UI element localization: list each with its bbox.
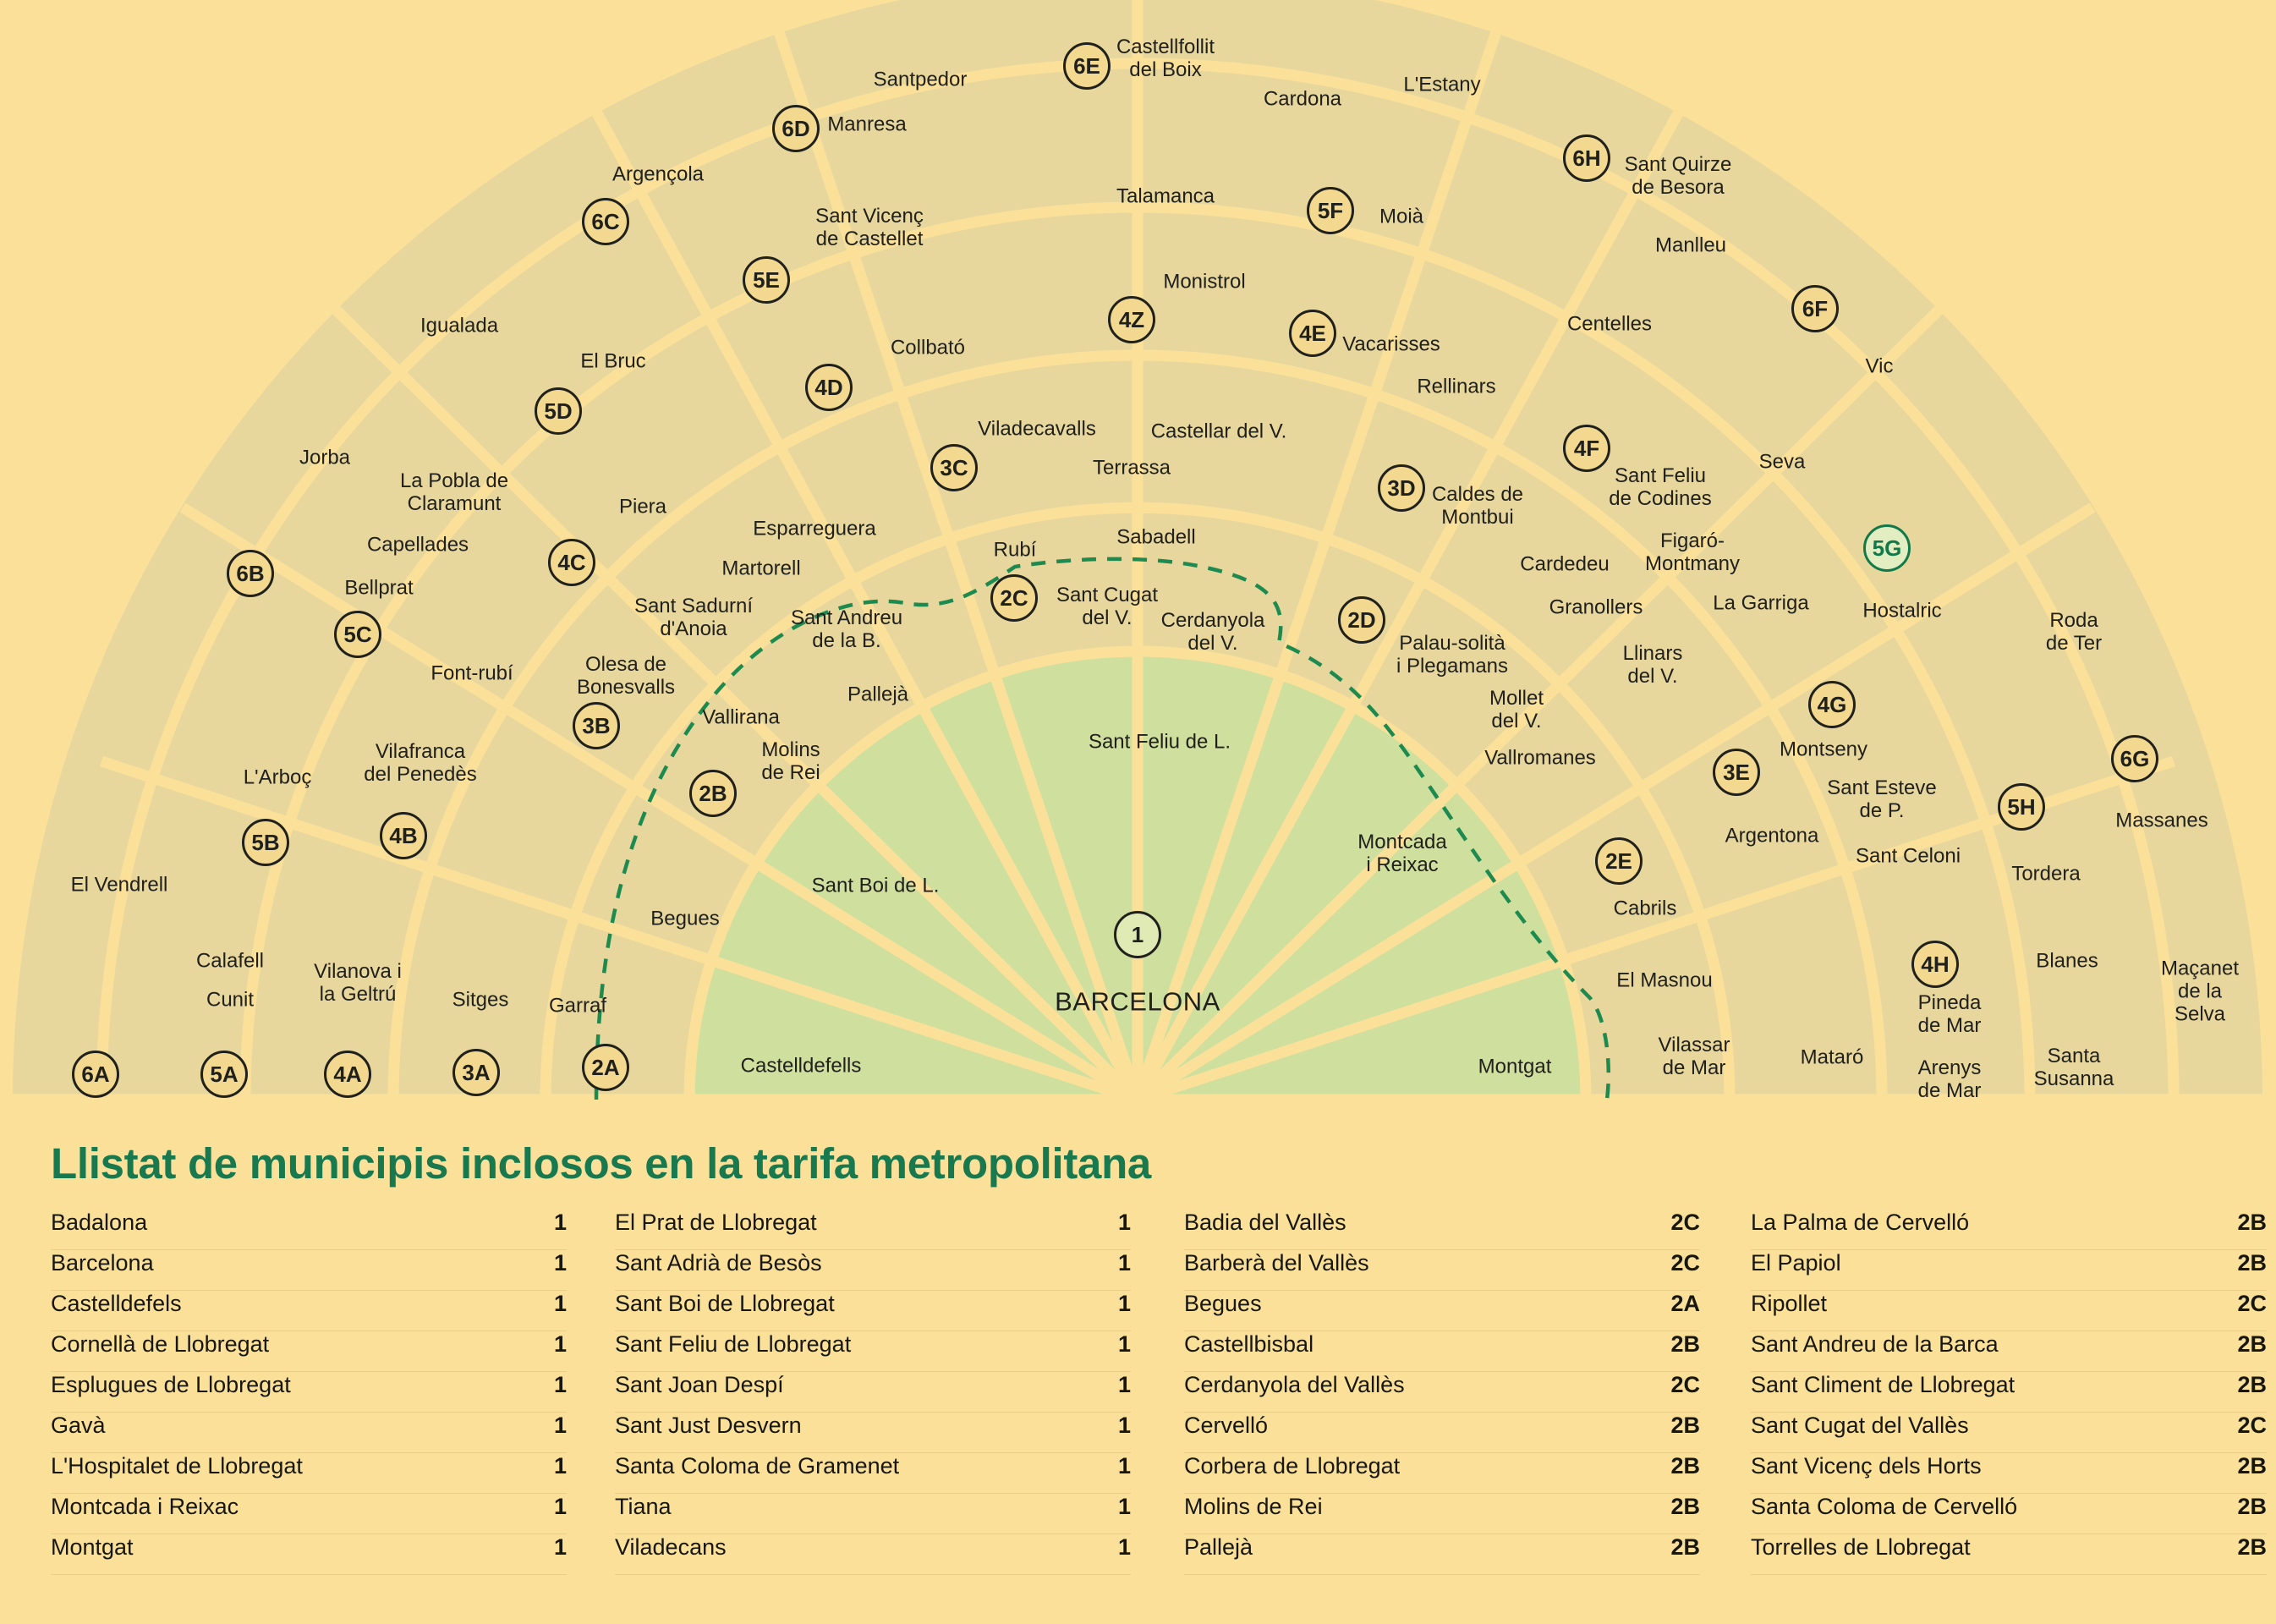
town-label: El Vendrell (70, 873, 168, 897)
town-label: Sant Sadurní d'Anoia (633, 595, 754, 640)
list-item (1184, 1453, 1700, 1494)
town-label: Vallirana (702, 705, 780, 729)
town-label: Llinars del V. (1622, 642, 1683, 688)
municipality-name: Cervelló (1184, 1413, 1269, 1438)
municipality-name: Barberà del Vallès (1184, 1250, 1369, 1276)
town-label: Pallejà (847, 683, 909, 706)
town-label: Rubí (993, 538, 1037, 562)
municipality-name: Sant Just Desvern (615, 1413, 802, 1438)
zone-badge-6G[interactable]: 6G (2111, 735, 2158, 782)
municipality-zone: 1 (553, 1291, 567, 1316)
list-item (51, 1250, 567, 1291)
town-label: Martorell (721, 557, 801, 580)
town-label: Cardona (1263, 87, 1342, 111)
list-item (1184, 1291, 1700, 1331)
municipality-name: Sant Cugat del Vallès (1751, 1413, 1969, 1438)
zone-badge-2E[interactable]: 2E (1595, 837, 1643, 885)
municipality-zone: 1 (1117, 1413, 1131, 1438)
municipality-name: Sant Joan Despí (615, 1372, 784, 1397)
zone-badge-6D[interactable]: 6D (772, 105, 820, 152)
town-label: Blanes (2036, 949, 2098, 973)
list-item (51, 1291, 567, 1331)
municipality-name: Badia del Vallès (1184, 1210, 1346, 1235)
municipality-zone: 1 (553, 1210, 567, 1235)
municipality-zone: 1 (1117, 1250, 1131, 1276)
town-label: Collbató (890, 336, 966, 359)
list-item (1184, 1534, 1700, 1575)
list-item (1751, 1534, 2267, 1575)
municipality-name: Tiana (615, 1494, 672, 1519)
town-label: Castellfollit del Boix (1116, 36, 1215, 81)
municipality-name: Viladecans (615, 1534, 727, 1560)
municipality-name: Ripollet (1751, 1291, 1828, 1316)
municipality-zone: 2B (1670, 1534, 1700, 1560)
town-label: Maçanet de la Selva (2160, 957, 2240, 1026)
municipality-zone: 2C (1670, 1250, 1700, 1276)
list-item (615, 1291, 1131, 1331)
town-label: Vilassar de Mar (1658, 1034, 1730, 1079)
town-label: Sant Vicenç de Castellet (815, 205, 924, 250)
municipality-zone: 1 (553, 1453, 567, 1479)
municipality-zone: 1 (553, 1534, 567, 1560)
municipality-name: Esplugues de Llobregat (51, 1372, 291, 1397)
municipality-zone: 2B (1670, 1453, 1700, 1479)
municipality-name: L'Hospitalet de Llobregat (51, 1453, 303, 1479)
town-label: Argentona (1725, 824, 1819, 848)
town-label: Figaró- Montmany (1644, 529, 1741, 575)
zone-badge-6F[interactable]: 6F (1791, 285, 1839, 332)
list-item (51, 1494, 567, 1534)
municipality-name: La Palma de Cervelló (1751, 1210, 1970, 1235)
town-label: Font-rubí (431, 661, 513, 685)
town-label: Sant Feliu de Codines (1609, 464, 1712, 510)
list-item (1751, 1372, 2267, 1413)
municipality-zone: 2B (2237, 1372, 2267, 1397)
town-label: Vic (1865, 354, 1894, 378)
town-label: La Garriga (1713, 591, 1809, 615)
zone-badge-6B[interactable]: 6B (227, 550, 274, 597)
list-item (51, 1210, 567, 1250)
town-label: Seva (1758, 450, 1806, 474)
municipality-name: Barcelona (51, 1250, 154, 1276)
municipality-zone: 2B (2237, 1494, 2267, 1519)
zone-badge-5H[interactable]: 5H (1998, 783, 2045, 831)
list-item (1184, 1372, 1700, 1413)
town-label: Bellprat (344, 576, 414, 600)
town-label: Sant Esteve de P. (1827, 776, 1937, 822)
list-item (615, 1372, 1131, 1413)
municipality-zone: 1 (553, 1372, 567, 1397)
town-label: Massanes (2115, 809, 2208, 832)
municipality-name: Torrelles de Llobregat (1751, 1534, 1971, 1560)
list-item (1184, 1210, 1700, 1250)
town-label: Talamanca (1116, 184, 1215, 208)
town-label: Castellar del V. (1150, 420, 1287, 443)
zone-badge-4H[interactable]: 4H (1911, 941, 1959, 988)
list-item (615, 1494, 1131, 1534)
zone-badge-3E[interactable]: 3E (1713, 749, 1760, 796)
town-label: Terrassa (1092, 456, 1171, 480)
list-item (1184, 1250, 1700, 1291)
zone-badge-6C[interactable]: 6C (582, 198, 629, 245)
municipality-zone: 1 (1117, 1453, 1131, 1479)
municipality-zone: 1 (1117, 1291, 1131, 1316)
municipality-zone: 2B (2237, 1250, 2267, 1276)
municipality-name: Sant Adrià de Besòs (615, 1250, 822, 1276)
list-item (1184, 1494, 1700, 1534)
town-label: Cardedeu (1520, 552, 1610, 576)
town-label: Mollet del V. (1489, 687, 1544, 732)
zone-badge-5E[interactable]: 5E (743, 256, 790, 304)
zone-badge-5A[interactable]: 5A (200, 1051, 248, 1098)
barcelona-label: BARCELONA (1055, 986, 1220, 1017)
town-label: Cabrils (1613, 897, 1677, 920)
municipality-zone: 1 (1117, 1210, 1131, 1235)
list-item (51, 1372, 567, 1413)
municipality-name: Sant Climent de Llobregat (1751, 1372, 2015, 1397)
zone-badge-4F[interactable]: 4F (1563, 425, 1610, 472)
zone-badge-6E[interactable]: 6E (1063, 42, 1111, 90)
town-label: Arenys de Mar (1917, 1056, 1982, 1102)
list-item (1751, 1250, 2267, 1291)
town-label: Vacarisses (1342, 332, 1440, 356)
municipality-name: Gavà (51, 1413, 106, 1438)
list-item (615, 1534, 1131, 1575)
town-label: El Bruc (580, 349, 646, 373)
town-label: Igualada (420, 314, 499, 337)
municipality-name: Montgat (51, 1534, 134, 1560)
town-label: Vilafranca del Penedès (364, 740, 477, 786)
zone-badge-2B[interactable]: 2B (689, 770, 737, 817)
municipality-name: Castelldefels (51, 1291, 182, 1316)
town-label: Granollers (1549, 595, 1643, 619)
zone-badge-5C[interactable]: 5C (334, 611, 381, 658)
list-item (51, 1413, 567, 1453)
town-label: Sant Celoni (1855, 844, 1961, 868)
municipality-name: Santa Coloma de Cervelló (1751, 1494, 2018, 1519)
municipality-name: Molins de Rei (1184, 1494, 1323, 1519)
zone-badge-3B[interactable]: 3B (573, 702, 620, 749)
town-label: Sant Andreu de la B. (790, 606, 903, 652)
municipality-zone: 2C (1670, 1372, 1700, 1397)
municipality-name: Sant Feliu de Llobregat (615, 1331, 852, 1357)
zone-badge-2D[interactable]: 2D (1338, 596, 1385, 644)
list-item (1751, 1291, 2267, 1331)
town-label: Rellinars (1417, 375, 1496, 398)
municipality-name: Castellbisbal (1184, 1331, 1314, 1357)
list-item (1751, 1413, 2267, 1453)
listing-title: Llistat de municipis inclosos en la tarifa metropolitana (51, 1139, 1151, 1188)
municipality-zone: 2B (2237, 1453, 2267, 1479)
list-item (615, 1331, 1131, 1372)
municipality-zone: 2B (1670, 1331, 1700, 1357)
municipality-zone: 1 (1117, 1534, 1131, 1560)
municipality-zone: 1 (553, 1413, 567, 1438)
zone-badge-4Z[interactable]: 4Z (1108, 296, 1155, 343)
municipality-zone: 1 (553, 1331, 567, 1357)
zone-badge-1[interactable]: 1 (1114, 911, 1161, 958)
town-label: Sabadell (1116, 525, 1196, 549)
town-label: L'Estany (1403, 73, 1481, 96)
list-item (51, 1331, 567, 1372)
municipality-name: Sant Vicenç dels Horts (1751, 1453, 1982, 1479)
municipality-name: Sant Andreu de la Barca (1751, 1331, 1999, 1357)
town-label: Manresa (827, 112, 907, 136)
municipality-zone: 2A (1670, 1291, 1700, 1316)
zone-badge-5G[interactable]: 5G (1863, 524, 1911, 572)
town-label: Monistrol (1163, 270, 1246, 294)
town-label: Viladecavalls (978, 417, 1096, 441)
town-label: Montcada i Reixac (1357, 831, 1447, 876)
town-label: L'Arboç (243, 765, 312, 789)
municipality-zone: 2C (2237, 1291, 2267, 1316)
list-item (51, 1534, 567, 1575)
town-label: Castelldefells (740, 1054, 862, 1078)
zone-badge-4D[interactable]: 4D (805, 364, 853, 411)
town-label: Montgat (1478, 1055, 1552, 1078)
town-label: Argençola (612, 162, 705, 186)
town-label: Begues (650, 907, 720, 930)
town-label: Hostalric (1862, 599, 1942, 623)
zone-badge-5F[interactable]: 5F (1307, 187, 1354, 234)
town-label: Calafell (195, 949, 265, 973)
zone-badge-4E[interactable]: 4E (1289, 310, 1336, 357)
municipality-zone: 1 (553, 1494, 567, 1519)
municipality-name: El Prat de Llobregat (615, 1210, 817, 1235)
town-label: Mataró (1800, 1045, 1864, 1069)
town-label: La Pobla de Claramunt (399, 469, 509, 515)
zone-badge-4A[interactable]: 4A (324, 1051, 371, 1098)
list-item (1751, 1494, 2267, 1534)
municipality-name: Santa Coloma de Gramenet (615, 1453, 900, 1479)
zone-badge-6A[interactable]: 6A (72, 1051, 119, 1098)
zone-badge-6H[interactable]: 6H (1563, 134, 1610, 182)
list-item (1751, 1453, 2267, 1494)
town-label: Sitges (452, 988, 509, 1012)
list-item (615, 1453, 1131, 1494)
list-item (615, 1250, 1131, 1291)
town-label: Santpedor (873, 68, 968, 91)
list-column-2 (615, 1210, 1131, 1575)
municipality-name: Badalona (51, 1210, 148, 1235)
town-label: Sant Boi de L. (811, 874, 940, 897)
municipality-zone: 2C (1670, 1210, 1700, 1235)
town-label: Cunit (206, 988, 255, 1012)
zone-badge-5D[interactable]: 5D (535, 387, 582, 435)
zone-badge-3D[interactable]: 3D (1378, 464, 1425, 512)
town-label: Garraf (548, 994, 607, 1018)
list-column-3 (1184, 1210, 1700, 1575)
list-item (51, 1453, 567, 1494)
town-label: Vilanova i la Geltrú (314, 960, 402, 1006)
municipality-name: Cornellà de Llobregat (51, 1331, 270, 1357)
municipality-zone: 2B (2237, 1210, 2267, 1235)
town-label: Sant Feliu de L. (1088, 730, 1231, 754)
zone-badge-2C[interactable]: 2C (990, 574, 1038, 622)
municipality-zone: 2B (2237, 1534, 2267, 1560)
town-label: Piera (618, 495, 667, 518)
municipality-zone: 1 (1117, 1372, 1131, 1397)
list-item (615, 1210, 1131, 1250)
list-item (615, 1413, 1131, 1453)
town-label: Manlleu (1654, 233, 1727, 257)
town-label: Olesa de Bonesvalls (576, 653, 676, 699)
municipality-zone: 1 (553, 1250, 567, 1276)
municipality-listing (0, 1125, 2276, 1624)
town-label: Santa Susanna (2033, 1045, 2114, 1090)
town-label: Palau-solità i Plegamans (1396, 632, 1509, 678)
town-label: Capellades (366, 533, 469, 557)
town-label: Tordera (2011, 862, 2081, 886)
municipality-zone: 1 (1117, 1331, 1131, 1357)
municipality-name: Montcada i Reixac (51, 1494, 239, 1519)
municipality-zone: 2B (1670, 1413, 1700, 1438)
municipality-name: Sant Boi de Llobregat (615, 1291, 835, 1316)
zone-badge-3C[interactable]: 3C (930, 444, 978, 491)
municipality-name: Pallejà (1184, 1534, 1253, 1560)
town-label: Esparreguera (753, 517, 876, 540)
zone-badge-4B[interactable]: 4B (380, 812, 427, 859)
town-label: Sant Cugat del V. (1056, 584, 1159, 629)
municipality-zone: 2B (2237, 1331, 2267, 1357)
town-label: Roda de Ter (2045, 609, 2103, 655)
list-column-4 (1751, 1210, 2267, 1575)
town-label: Moià (1379, 205, 1424, 228)
zone-badge-4G[interactable]: 4G (1808, 681, 1856, 728)
municipality-zone: 1 (1117, 1494, 1131, 1519)
municipality-zone: 2B (1670, 1494, 1700, 1519)
zone-badge-3A[interactable]: 3A (452, 1049, 500, 1096)
town-label: Montseny (1779, 738, 1868, 761)
municipality-name: Corbera de Llobregat (1184, 1453, 1401, 1479)
list-item (1184, 1413, 1700, 1453)
town-label: Caldes de Montbui (1431, 483, 1524, 529)
zone-badge-4C[interactable]: 4C (548, 539, 595, 586)
zone-badge-5B[interactable]: 5B (242, 819, 289, 866)
town-label: Sant Quirze de Besora (1624, 153, 1732, 199)
town-label: Jorba (299, 446, 351, 469)
town-label: Cerdanyola del V. (1160, 609, 1265, 655)
town-label: Molins de Rei (761, 738, 820, 784)
town-label: Centelles (1566, 312, 1653, 336)
list-item (1751, 1331, 2267, 1372)
list-item (1184, 1331, 1700, 1372)
municipality-name: Begues (1184, 1291, 1262, 1316)
list-column-1 (51, 1210, 567, 1575)
list-item (1751, 1210, 2267, 1250)
zone-badge-2A[interactable]: 2A (582, 1044, 629, 1091)
municipality-zone: 2C (2237, 1413, 2267, 1438)
municipality-name: Cerdanyola del Vallès (1184, 1372, 1405, 1397)
town-label: El Masnou (1616, 968, 1713, 992)
municipality-name: El Papiol (1751, 1250, 1841, 1276)
town-label: Pineda de Mar (1917, 991, 1982, 1037)
town-label: Vallromanes (1484, 746, 1596, 770)
